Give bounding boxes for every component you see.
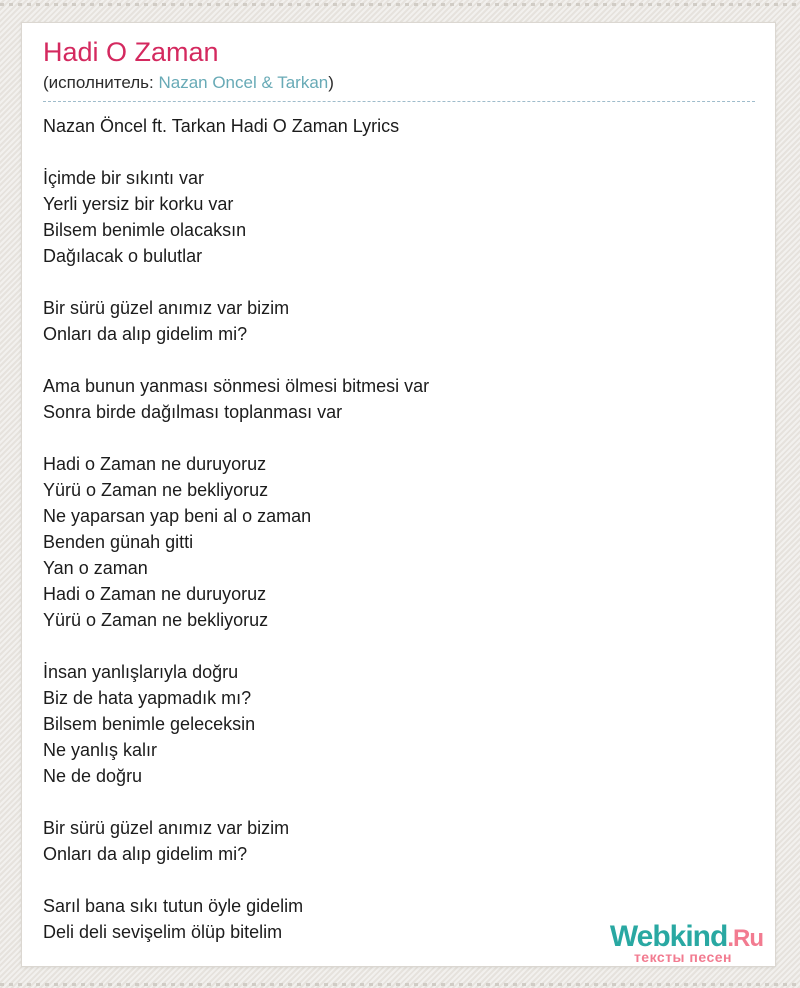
lyric-line: Yerli yersiz bir korku var (43, 194, 234, 215)
lyric-line (43, 789, 755, 815)
lyric-line: Yürü o Zaman ne bekliyoruz (43, 610, 269, 631)
lyric-line: Hadi o Zaman ne duruyoruz (43, 584, 267, 605)
webkind-logo[interactable] (610, 922, 763, 964)
lyric-line: Onları da alıp gidelim mi? (43, 324, 248, 345)
logo-domain-text: .Ru (727, 925, 763, 952)
lyric-line: Yan o zaman (43, 558, 148, 579)
lyric-line: Bir sürü güzel anımız var bizim (43, 298, 290, 319)
lyrics-card (21, 22, 776, 967)
lyric-line: Hadi o Zaman ne duruyoruz (43, 454, 267, 475)
artist-line (43, 72, 755, 102)
lyric-line (43, 139, 755, 165)
lyric-line: Deli deli sevişelim ölüp bitelim (43, 922, 283, 943)
artist-link[interactable]: Nazan Oncel & Tarkan (158, 73, 329, 93)
performer-label: (исполнитель: (43, 73, 159, 93)
lyric-line: Bilsem benimle geleceksin (43, 714, 256, 735)
lyric-line (43, 425, 755, 451)
lyric-line: Sarıl bana sıkı tutun öyle gidelim (43, 896, 304, 917)
lyric-line (43, 867, 755, 893)
page-title: Hadi O Zaman (43, 37, 219, 67)
lyric-line: Ne yaparsan yap beni al o zaman (43, 506, 312, 527)
stitch-bottom-decoration (0, 983, 800, 986)
webkind-logo-wordmark (610, 922, 763, 952)
lyric-line: Ama bunun yanması sönmesi ölmesi bitmesi var (43, 376, 430, 397)
lyric-line: Bilsem benimle olacaksın (43, 220, 247, 241)
logo-brand-text: Webkind (609, 920, 728, 953)
stitch-top-decoration (0, 3, 800, 6)
performer-suffix: ) (328, 73, 334, 93)
lyrics-text (43, 113, 755, 945)
lyric-line (43, 269, 755, 295)
lyric-line: Onları da alıp gidelim mi? (43, 844, 248, 865)
lyric-line: Dağılacak o bulutlar (43, 246, 203, 267)
lyric-line: İçimde bir sıkıntı var (43, 168, 205, 189)
lyric-line: Nazan Öncel ft. Tarkan Hadi O Zaman Lyrics (43, 116, 400, 137)
lyric-line (43, 633, 755, 659)
lyric-line: Yürü o Zaman ne bekliyoruz (43, 480, 269, 501)
lyric-line (43, 347, 755, 373)
lyric-line: Sonra birde dağılması toplanması var (43, 402, 343, 423)
lyric-line: Ne de doğru (43, 766, 143, 787)
lyric-line: Biz de hata yapmadık mı? (43, 688, 252, 709)
logo-tagline: тексты песен (633, 949, 732, 965)
lyric-line: İnsan yanlışlarıyla doğru (43, 662, 239, 683)
lyric-line: Benden günah gitti (43, 532, 194, 553)
lyric-line: Ne yanlış kalır (43, 740, 158, 761)
lyric-line: Bir sürü güzel anımız var bizim (43, 818, 290, 839)
